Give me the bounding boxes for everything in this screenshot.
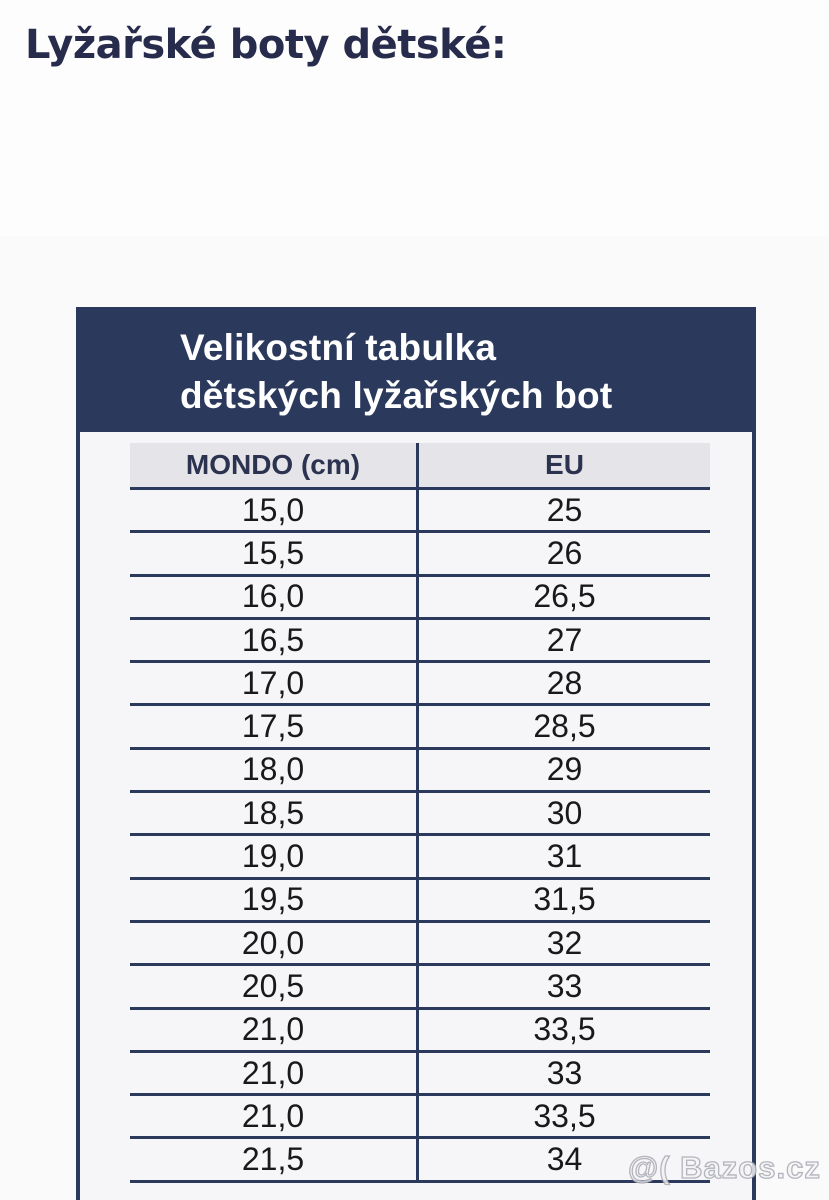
mondo-cell: 21,5 — [130, 1139, 419, 1179]
eu-cell: 28 — [546, 664, 583, 701]
eu-cell: 27 — [546, 621, 583, 658]
table-row — [130, 790, 710, 833]
eu-cell: 33 — [546, 967, 583, 1004]
table-row — [130, 1050, 710, 1093]
eu-cell: 26 — [546, 534, 583, 571]
mondo-cell: 15,5 — [130, 533, 419, 573]
eu-cell: 33,5 — [533, 1011, 596, 1048]
eu-cell: 25 — [546, 491, 583, 528]
size-table-grid — [130, 443, 710, 1183]
table-row — [130, 1136, 710, 1179]
table-row — [130, 877, 710, 920]
table-row — [130, 920, 710, 963]
eu-cell: 29 — [546, 751, 583, 788]
mondo-cell: 19,5 — [130, 880, 419, 920]
table-row — [130, 487, 710, 530]
eu-cell: 33,5 — [533, 1097, 596, 1134]
mondo-cell: 18,5 — [130, 793, 419, 833]
mondo-cell: 18,0 — [130, 750, 419, 790]
table-row — [130, 1093, 710, 1136]
table-row — [130, 660, 710, 703]
table-row — [130, 617, 710, 660]
size-chart-header — [80, 311, 752, 432]
eu-cell: 30 — [546, 794, 583, 831]
eu-cell: 28,5 — [533, 708, 596, 745]
mondo-cell: 16,5 — [130, 620, 419, 660]
eu-cell: 26,5 — [533, 578, 596, 615]
size-chart-title-line2: dětských lyžařských bot — [180, 374, 613, 416]
mondo-cell: 21,0 — [130, 1010, 419, 1050]
mondo-cell: 19,0 — [130, 836, 419, 876]
eu-cell: 32 — [546, 924, 583, 961]
column-header-mondo: MONDO (cm) — [130, 443, 419, 487]
eu-cell: 33 — [546, 1054, 583, 1091]
table-row — [130, 1007, 710, 1050]
size-chart — [76, 307, 756, 1200]
mondo-cell: 17,5 — [130, 706, 419, 746]
mondo-cell: 20,5 — [130, 966, 419, 1006]
table-row — [130, 530, 710, 573]
table-row — [130, 833, 710, 876]
mondo-cell: 17,0 — [130, 663, 419, 703]
size-chart-title-line1: Velikostní tabulka — [180, 326, 497, 368]
eu-cell: 31 — [546, 838, 583, 875]
table-row — [130, 747, 710, 790]
mondo-cell: 16,0 — [130, 577, 419, 617]
column-header-eu: EU — [545, 449, 584, 480]
column-header-row — [130, 443, 710, 487]
eu-cell: 34 — [546, 1141, 583, 1178]
mondo-cell: 21,0 — [130, 1053, 419, 1093]
table-row — [130, 703, 710, 746]
bazos-watermark: @( Bazos.cz — [628, 1150, 821, 1185]
page-title: Lyžařské boty dětské: — [25, 22, 507, 68]
mondo-cell: 21,0 — [130, 1096, 419, 1136]
mondo-cell: 15,0 — [130, 490, 419, 530]
table-row — [130, 963, 710, 1006]
eu-cell: 31,5 — [533, 881, 596, 918]
mondo-cell: 20,0 — [130, 923, 419, 963]
table-row — [130, 574, 710, 617]
